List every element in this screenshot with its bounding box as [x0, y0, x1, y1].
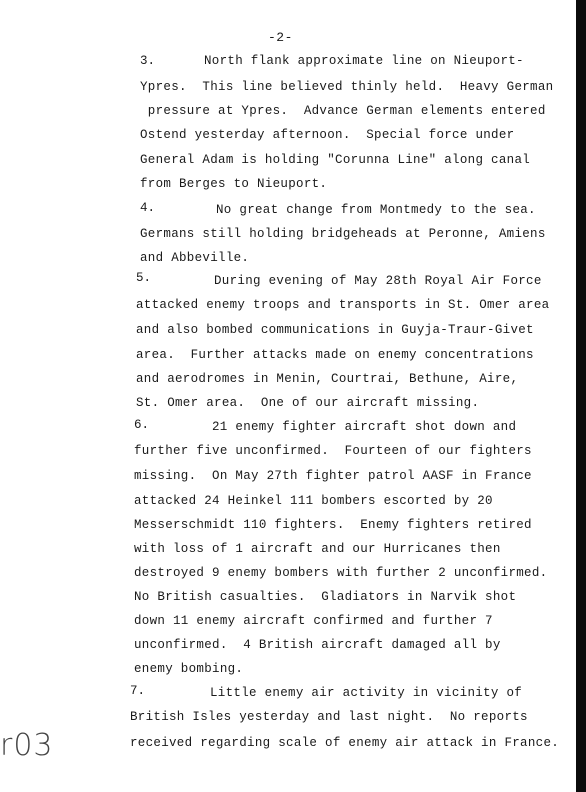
paragraph-line: attacked enemy troops and transports in St. Omer area	[136, 298, 550, 312]
paragraph-number: 4.	[140, 201, 156, 215]
paragraph-line: No great change from Montmedy to the sea.	[216, 203, 536, 217]
paragraph-line: received regarding scale of enemy air attack in France.	[130, 736, 560, 750]
paragraph-number: 3.	[140, 54, 156, 68]
paragraph-line: Germans still holding bridgeheads at Peronne, Amiens	[140, 227, 546, 241]
paragraph-line: British Isles yesterday and last night. No reports	[130, 710, 528, 724]
paragraph-line: enemy bombing.	[134, 662, 244, 676]
paragraph-line: and Abbeville.	[140, 251, 250, 265]
paragraph-line: with loss of 1 aircraft and our Hurricanes then	[134, 542, 501, 556]
paragraph-number: 7.	[130, 684, 146, 698]
paragraph-line: Ostend yesterday afternoon. Special force under	[140, 128, 515, 142]
paragraph-line: pressure at Ypres. Advance German elements entered	[140, 104, 546, 118]
paragraph-line: down 11 enemy aircraft confirmed and further 7	[134, 614, 493, 628]
paragraph-line: further five unconfirmed. Fourteen of our fighters	[134, 444, 532, 458]
paragraph-line: destroyed 9 enemy bombers with further 2 unconfirmed.	[134, 566, 548, 580]
handwritten-margin-note: r03	[0, 728, 54, 763]
paragraph-line: missing. On May 27th fighter patrol AASF in France	[134, 469, 532, 483]
paragraph-number: 5.	[136, 271, 152, 285]
paragraph-line: and also bombed communications in Guyja-Traur-Givet	[136, 323, 534, 337]
paragraph-line: During evening of May 28th Royal Air Force	[214, 274, 542, 288]
paragraph-line: from Berges to Nieuport.	[140, 177, 328, 191]
paragraph-line: attacked 24 Heinkel 111 bombers escorted by 20	[134, 494, 493, 508]
scan-edge-shadow	[576, 0, 586, 792]
paragraph-line: No British casualties. Gladiators in Narvik shot	[134, 590, 517, 604]
paragraph-line: unconfirmed. 4 British aircraft damaged all by	[134, 638, 501, 652]
paragraph-line: Little enemy air activity in vicinity of	[210, 686, 523, 700]
paragraph-line: area. Further attacks made on enemy concentrations	[136, 348, 534, 362]
paragraph-line: St. Omer area. One of our aircraft missing.	[136, 396, 480, 410]
paragraph-line: General Adam is holding "Corunna Line" along canal	[140, 153, 531, 167]
page-number: -2-	[268, 30, 293, 45]
paragraph-line: and aerodromes in Menin, Courtrai, Bethune, Aire,	[136, 372, 519, 386]
paragraph-line: 21 enemy fighter aircraft shot down and	[212, 420, 517, 434]
paragraph-line: Messerschmidt 110 fighters. Enemy fighters retired	[134, 518, 532, 532]
paragraph-line: North flank approximate line on Nieuport-	[204, 54, 524, 68]
paragraph-line: Ypres. This line believed thinly held. Heavy German	[140, 80, 554, 94]
paragraph-number: 6.	[134, 418, 150, 432]
